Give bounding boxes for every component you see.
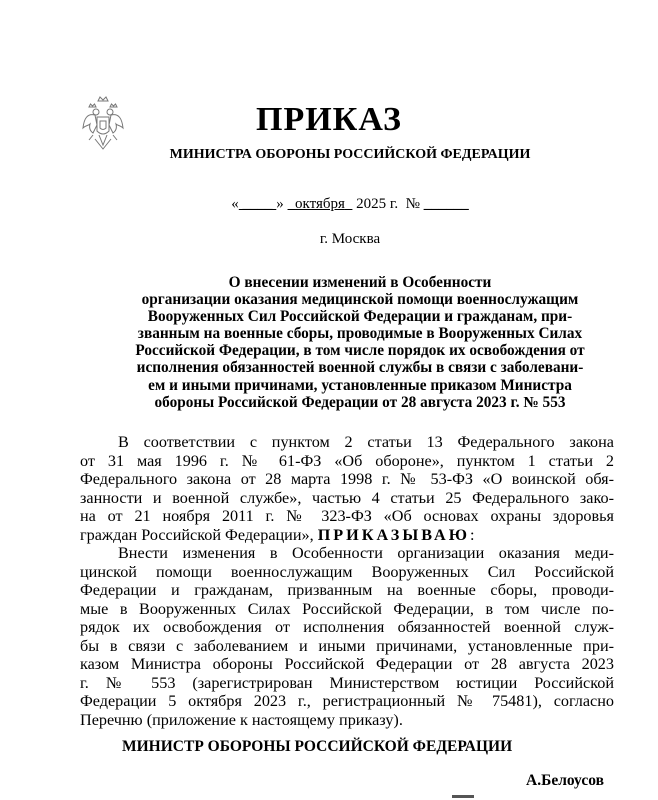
number-blank: ______	[423, 196, 469, 212]
heading-line: исполнения обязанностей военной службы в связи с заболевани-	[136, 359, 584, 377]
body-line: г. № 553 (зарегистрирован Министерством юстиции Российской	[80, 673, 614, 692]
date-number-line	[0, 194, 658, 214]
document-title: ПРИКАЗ	[256, 101, 402, 138]
order-heading	[80, 274, 640, 411]
order-line-suffix: :	[469, 525, 475, 544]
city: г. Москва	[319, 231, 381, 247]
heading-line: званным на военные сборы, проводимые в Вооруженных Силах	[137, 325, 583, 343]
body-line: от 31 мая 1996 г. № 61-ФЗ «Об обороне», пунктом 1 статьи 2	[80, 451, 614, 470]
date-day-blank: ____	[238, 196, 277, 212]
body-line: Внести изменения в Особенности организации оказания меди-	[118, 544, 614, 562]
page-mark	[452, 795, 474, 798]
heading-line: Вооруженных Сил Российской Федерации и гражданам, при-	[147, 308, 573, 326]
body-line: Федерации и гражданам, призванным на военные сборы, проводи-	[80, 581, 614, 599]
date-month: октября	[295, 196, 345, 212]
order-body	[80, 433, 614, 729]
body-line: В соответствии с пунктом 2 статьи 13 Федерального закона	[118, 433, 614, 451]
heading-line: О внесении изменений в Особенности	[228, 274, 492, 291]
order-line-prefix: граждан Российской Федерации»,	[80, 525, 314, 544]
date-close-quote: »	[276, 196, 284, 212]
signatory-name: А.Белоусов	[526, 772, 604, 789]
body-line: рядок их освобождения от исполнения обязанностей военной служ-	[80, 618, 614, 636]
body-line: Федерации 5 октября 2023 г., регистрационный № 75481), согласно	[80, 692, 614, 710]
heading-line: организации оказания медицинской помощи военнослужащим	[141, 291, 579, 309]
body-line: цинской помощи военнослужащим Вооруженных Сил Российской	[80, 562, 614, 581]
body-line: мые в Вооруженных Силах Российской Федерации, в том числе по-	[80, 599, 614, 618]
number-sign: №	[405, 196, 420, 212]
body-line: казом Министра обороны Российской Федерации от 28 августа 2023	[80, 655, 614, 673]
date-year: 2025 г.	[352, 196, 399, 212]
body-line: бы в связи с заболеванием и иными причинами, установленные при-	[80, 636, 614, 655]
order-word: ПРИКАЗЫВАЮ	[317, 525, 470, 544]
body-line: Перечню (приложение к настоящему приказу).	[80, 710, 403, 729]
date-open-quote: «	[231, 196, 239, 212]
signatory-position: МИНИСТР ОБОРОНЫ РОССИЙСКОЙ ФЕДЕРАЦИИ	[122, 738, 513, 755]
body-line: занности и военной службе», частью 4 статьи 25 Федерального зако-	[80, 488, 614, 507]
heading-line: Российской Федерации, в том числе порядок их освобождения от	[135, 342, 585, 360]
body-line: Федерального закона от 28 марта 1998 г. № 53-ФЗ «О воинской обя-	[80, 470, 614, 488]
heading-line: ем и иными причинами, установленные приказом Министра	[148, 376, 572, 394]
order-line	[80, 526, 614, 545]
issuer-title: МИНИСТРА ОБОРОНЫ РОССИЙСКОЙ ФЕДЕРАЦИИ	[169, 147, 531, 162]
heading-line: обороны Российской Федерации от 28 августа 2023 г. № 553	[154, 393, 566, 411]
body-line: на от 21 ноября 2011 г. № 323-ФЗ «Об основах охраны здоровья	[80, 507, 614, 525]
